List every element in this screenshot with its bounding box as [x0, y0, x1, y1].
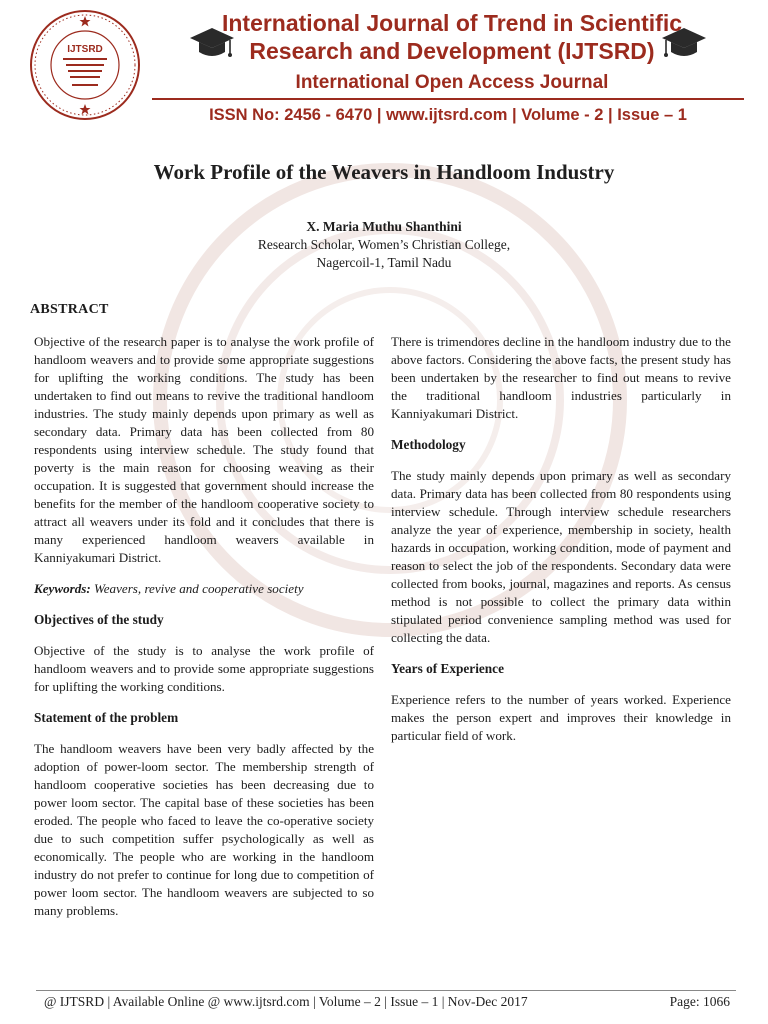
experience-heading: Years of Experience [391, 661, 504, 676]
page-number: Page: 1066 [669, 994, 730, 1009]
keywords-text: Weavers, revive and cooperative society [90, 581, 304, 596]
experience-text: Experience refers to the number of years worked. Experience makes the person expert and improves their knowledge in particular field of work. [391, 692, 731, 743]
footer-citation: @ IJTSRD | Available Online @ www.ijtsrd.com | Volume – 2 | Issue – 1 | Nov-Dec 2017 [44, 994, 528, 1009]
keywords-line [34, 580, 374, 598]
continued-text: There is trimendores decline in the handloom industry due to the above factors. Considering the above facts, the present study has been undertaken by the researcher to find out means to revive the traditional handloom industries particularly in Kanniyakumari District. [391, 334, 731, 421]
methodology-text: The study mainly depends upon primary as well as secondary data. Primary data has been collected from 80 respondents using interview schedule. Through interview schedule researchers analyze the year of experience, membership in society, health hazards in occupation, working condition, mode of payment and reason to select the job of the respondents. Secondary data were collected from books, journal, magazines and reports. As census method is not possible to collect the primary data within stipulated period convenience sampling method was used for collecting the data. [391, 468, 731, 645]
ijtsrd-logo [28, 8, 142, 122]
journal-title-line1: International Journal of Trend in Scientific [221, 10, 683, 36]
affiliation-line2: Nagercoil-1, Tamil Nadu [316, 255, 452, 270]
abstract-heading: ABSTRACT [30, 302, 109, 317]
abstract-text: Objective of the research paper is to analyse the work profile of handloom weavers and to provide some appropriate suggestions for uplifting the working conditions. The study has been undertaken to find out means to revive the traditional handloom industries. The study mainly depends upon primary as well as secondary data. Primary data has been collected from 80 respondents using interview schedule. The study found that poverty is the main reason for choosing weaving as their occupation. It is suggested that government should increase the benefits for the member of the handloom cooperative society to attract all weavers under its fold and it concludes that there is many experienced handloom weavers available in Kanniyakumari District. [34, 334, 374, 565]
objectives-heading: Objectives of the study [34, 612, 164, 627]
journal-title-line2: Research and Development (IJTSRD) [249, 38, 655, 64]
keywords-label: Keywords: [34, 581, 91, 596]
header-divider [152, 98, 744, 100]
problem-heading: Statement of the problem [34, 710, 179, 725]
left-column [34, 333, 374, 933]
journal-header [0, 0, 768, 140]
issn-line: ISSN No: 2456 - 6470 | www.ijtsrd.com | Volume - 2 | Issue – 1 [209, 106, 687, 124]
affiliation-line1: Research Scholar, Women’s Christian College, [257, 237, 511, 252]
right-column [391, 333, 731, 758]
journal-subtitle: International Open Access Journal [295, 72, 609, 93]
author-block [0, 218, 768, 272]
author-name: X. Maria Muthu Shanthini [306, 219, 462, 234]
footer-divider [36, 990, 736, 991]
problem-text: The handloom weavers have been very badly affected by the adoption of power-loom sector. The membership strength of handloom cooperative societies has been decreasing due to power loom sector. The capital base of these societies has been eroded. The people who faced to leave the co-operative society due to such competition suffer psychologically as well as economically. The people who are working in the handloom industry do not prefer to continue for long due to competition of power loom sector. The handloom weavers are subjected to so many problems. [34, 741, 374, 918]
paper-title: Work Profile of the Weavers in Handloom Industry [153, 160, 615, 184]
methodology-heading: Methodology [391, 437, 466, 452]
logo-text: IJTSRD [67, 44, 103, 55]
page-footer [40, 994, 730, 1014]
objectives-text: Objective of the study is to analyse the work profile of handloom weavers and to provide some appropriate suggestions for uplifting the working conditions. [34, 643, 374, 694]
